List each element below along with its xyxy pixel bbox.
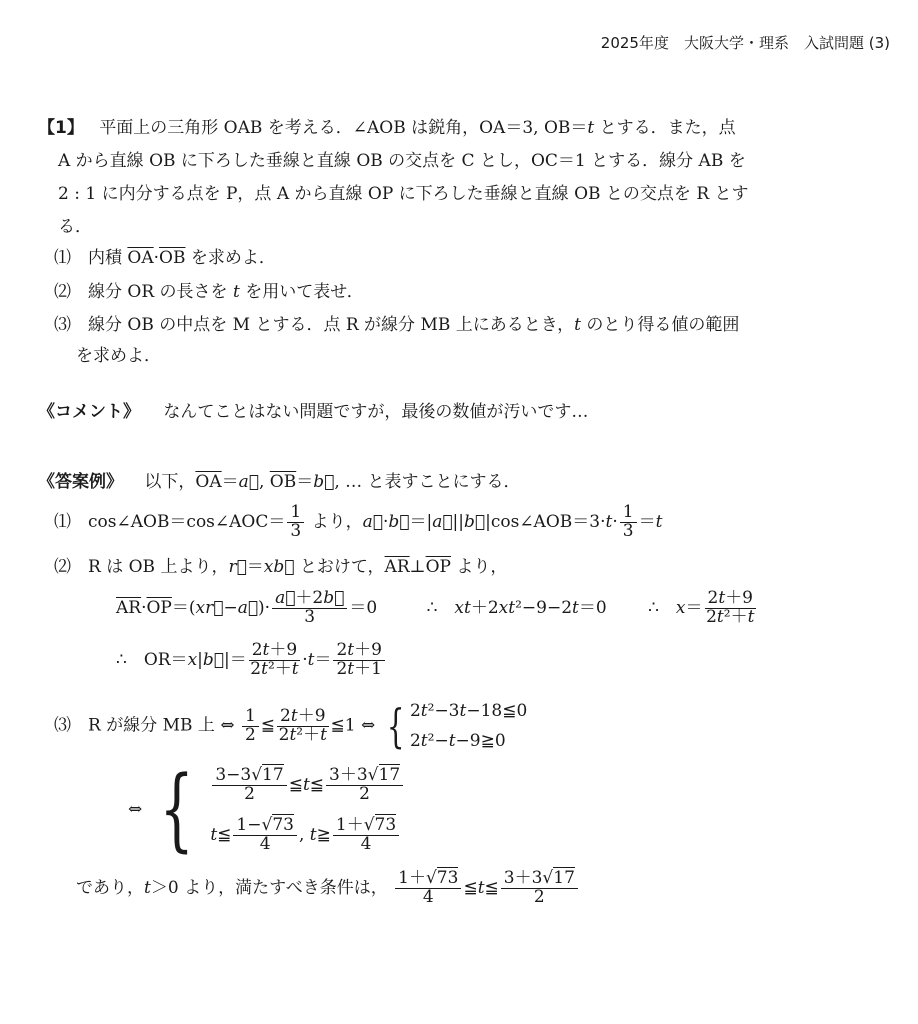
question-1: ⑴ 内積 $\overline{OA}\cdot\overline{OB}$ を求めよ． [54, 248, 276, 268]
answer-3-conclusion: であり，t＞0 より，満たすべき条件は， $\frac{1+√73}{4}$ ≦t≦ $\frac{3+3√17}{2}$ [76, 870, 580, 907]
problem-line-4: る． [58, 217, 92, 237]
answer-2-intro: ⑵ R は OB 上より，r⃗＝xb⃗ とおけて，$\overline{AR}\perp\overline{OP}$ より， [54, 557, 508, 577]
problem-line-2: A から直線 OB に下ろした垂線と直線 OB の交点を C とし，OC＝1 とする．線分 AB を [58, 151, 746, 171]
comment-label: 《コメント》 [38, 402, 140, 422]
answer-1: ⑴ cos∠AOB＝cos∠AOC＝ $\frac{1}{3}$ より，a⃗·b⃗＝|a⃗||b⃗|cos∠AOB＝3·t· $\frac{1}{3}$ ＝t [54, 502, 663, 541]
question-3: ⑶ 線分 OB の中点を M とする．点 R が線分 MB 上にあるとき，t のとり得る値の範囲 [54, 315, 740, 335]
page-header: 2025年度 大阪大学・理系 入試問題 (3) [600, 34, 890, 52]
problem-number: 【1】 [38, 118, 84, 138]
answer-2-eq-2: ∴ OR＝x|b⃗|＝ $\frac{2t+9}{\text{2t²＋t}}$ ·t＝ $\frac{2t+9}{2t+1}$ [116, 642, 387, 679]
answer-label: 《答案例》 [38, 472, 123, 492]
comment [38, 396, 588, 429]
question-2: ⑵ 線分 OR の長さを t を用いて表せ． [54, 282, 364, 302]
answer-intro: 《答案例》 以下，$\overline{OA}=a⃗$, $\overline{OB}=b⃗$, … と表すことにする． [38, 472, 521, 492]
answer-3-line-2: ⇔ { $\frac{3-3√17}{2}$ ≦t≦ $\frac{3+3√17}{2}$ t≦ $\frac{1-√73}{4}$ , t≧ $\frac{1+√73}{4}$ [128, 760, 405, 860]
question-3-cont: を求めよ． [76, 346, 161, 366]
answer-2-eq-1: $\overline{AR}\cdot\overline{OP}=(xr⃗-a⃗)\cdot$ $\frac{a⃗+2b⃗}{3}$ ＝0 ∴ xt＋2xt²−9−2t＝0 ∴ x＝ $\frac{2t+9}{\text{2t²＋t}}$ [116, 588, 755, 627]
answer-3-line-1: ⑶ R が線分 MB 上 ⇔ $\frac{1}{2}$ ≦ $\frac{2t+9}{\text{2t²＋t}}$ ≦1 ⇔ { 2t²−3t−18≦0 2t²−t−9≧0 [54, 699, 528, 753]
problem-line-1: 【1】 平面上の三角形 OAB を考える．∠AOB は鋭角，OA＝3, OB＝t とする．また，点 [38, 118, 736, 138]
problem-line-3: 2 : 1 に内分する点を P，点 A から直線 OP に下ろした垂線と直線 OB との交点を R とす [58, 184, 749, 204]
comment-text: なんてことはない問題ですが，最後の数値が汚いです… [163, 402, 589, 422]
